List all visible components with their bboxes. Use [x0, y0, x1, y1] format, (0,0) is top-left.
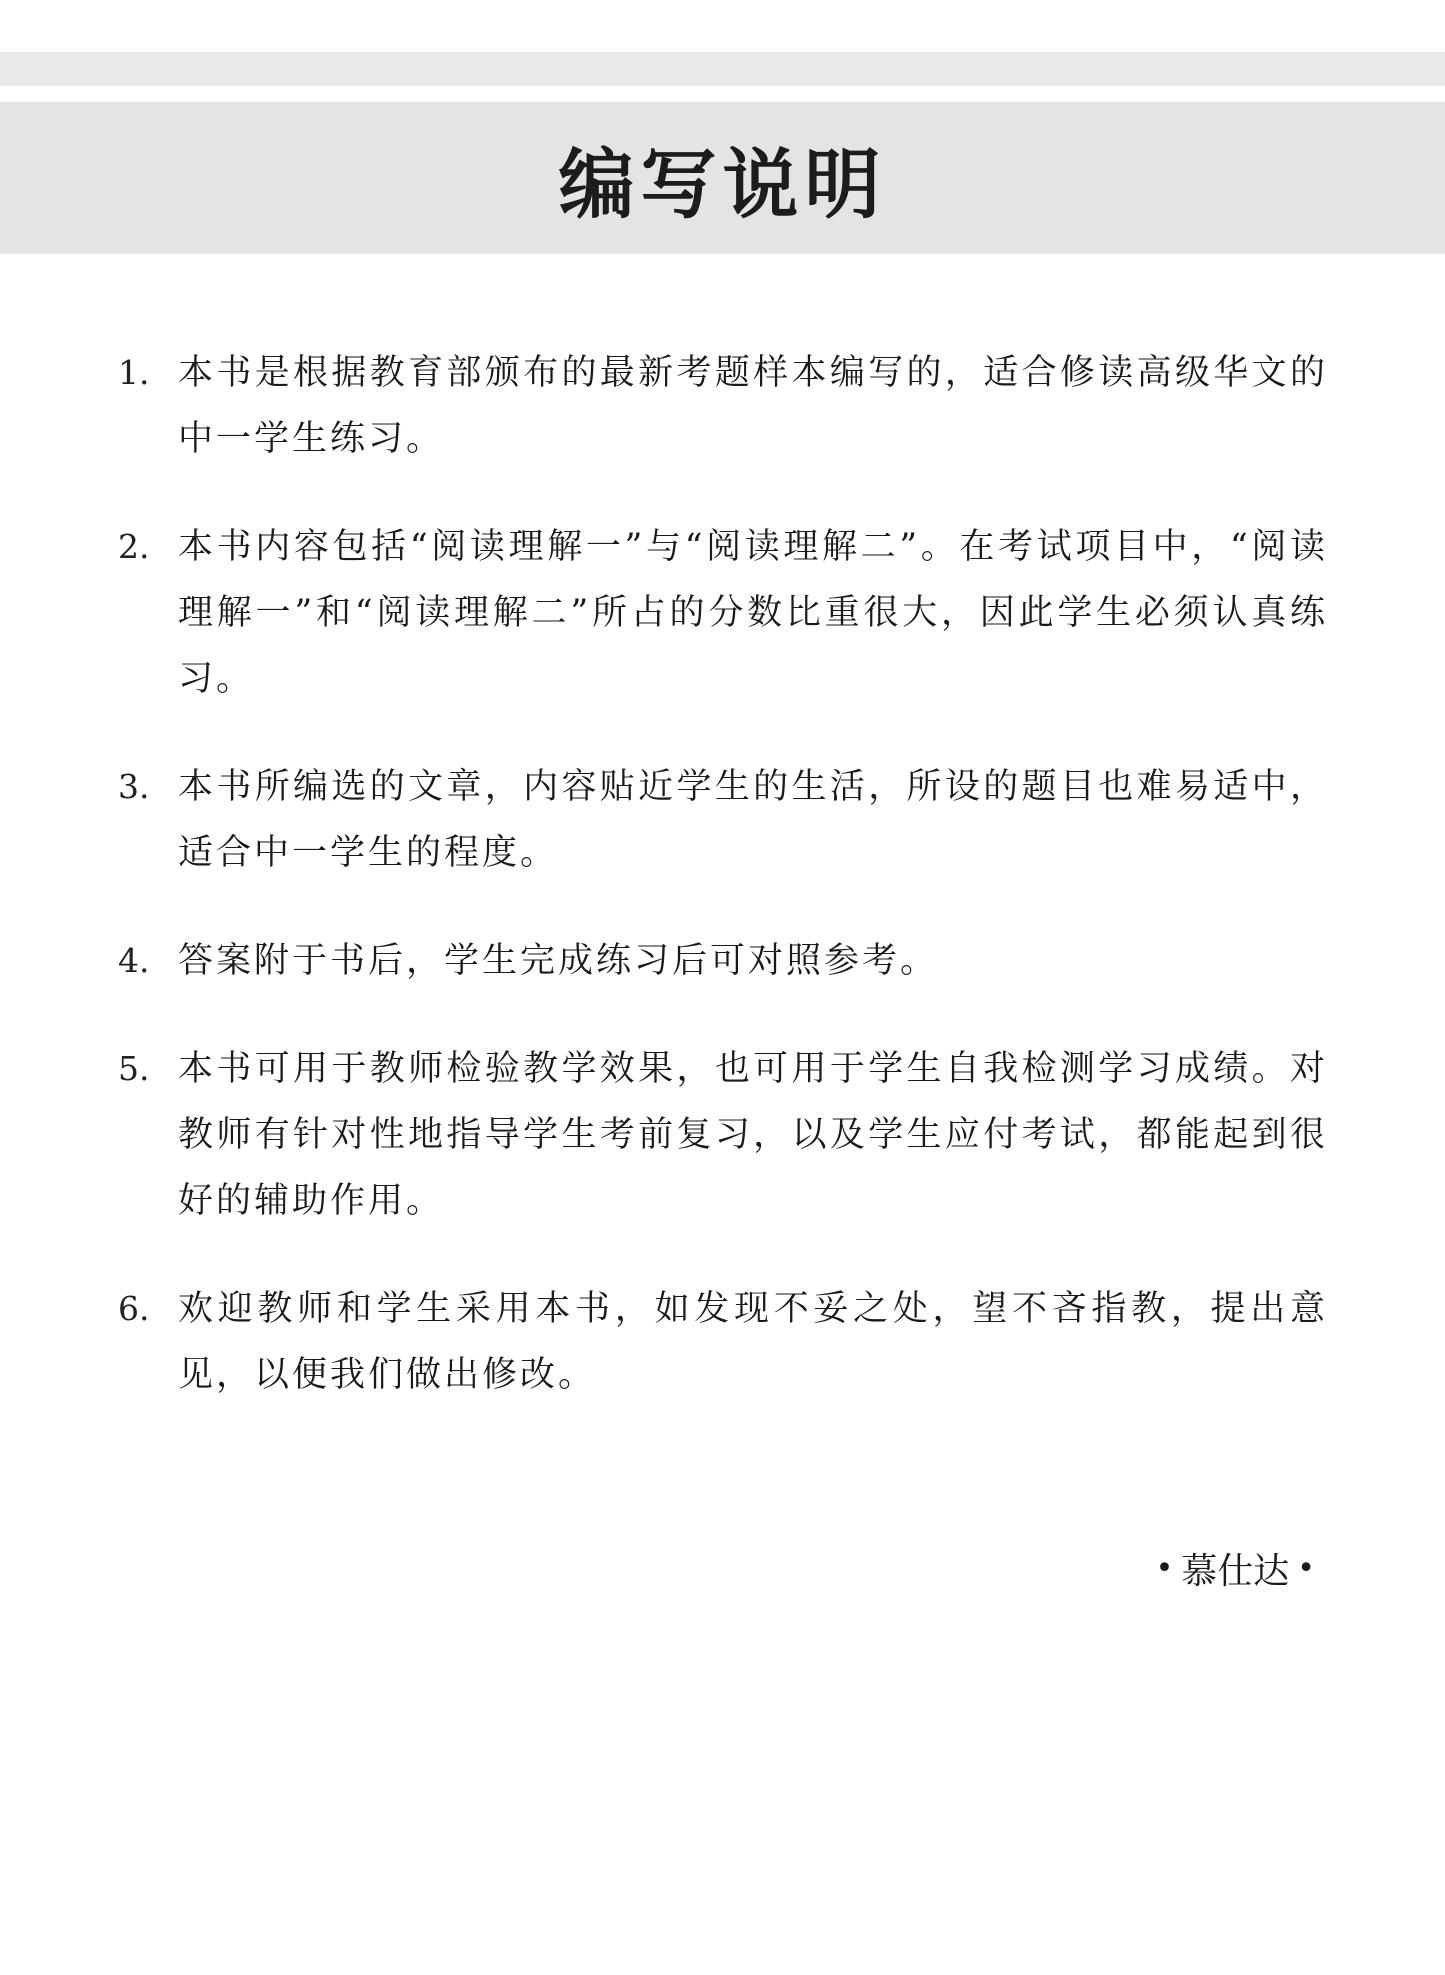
list-item: [118, 928, 1328, 994]
bullet-left: •: [1155, 1551, 1174, 1586]
item-number: 4.: [118, 941, 150, 980]
item-text: 答案附于书后，学生完成练习后可对照参考。: [178, 941, 939, 981]
list-item: [118, 754, 1328, 886]
list-item: [118, 1036, 1328, 1234]
list-item: [118, 340, 1328, 472]
list-item: [118, 1276, 1328, 1408]
item-text: 本书是根据教育部颁布的最新考题样本编写的，适合修读高级华文的中一学生练习。: [178, 353, 1328, 459]
list-item: [118, 514, 1328, 712]
item-number: 3.: [118, 767, 150, 806]
page-title: 编写说明: [558, 139, 887, 229]
author-signature: [1148, 1543, 1323, 1594]
item-text: 欢迎教师和学生采用本书，如发现不妥之处，望不吝指教，提出意见，以便我们做出修改。: [178, 1289, 1328, 1395]
item-number: 5.: [118, 1049, 150, 1088]
item-number: 1.: [118, 353, 150, 392]
author-name: 慕仕达: [1181, 1551, 1290, 1592]
item-number: 6.: [118, 1289, 150, 1328]
item-text: 本书可用于教师检验教学效果，也可用于学生自我检测学习成绩。对教师有针对性地指导学生考前复习，以及学生应付考试，都能起到很好的辅助作用。: [178, 1049, 1328, 1221]
top-decorative-strip: [0, 52, 1445, 86]
title-band: [0, 102, 1445, 254]
item-text: 本书所编选的文章，内容贴近学生的生活，所设的题目也难易适中，适合中一学生的程度。: [178, 767, 1328, 873]
notes-list: [118, 340, 1328, 1450]
item-text: 本书内容包括“阅读理解一”与“阅读理解二”。在考试项目中，“阅读理解一”和“阅读理解二”所占的分数比重很大，因此学生必须认真练习。: [178, 527, 1328, 699]
bullet-right: •: [1297, 1551, 1315, 1586]
item-number: 2.: [118, 527, 150, 566]
